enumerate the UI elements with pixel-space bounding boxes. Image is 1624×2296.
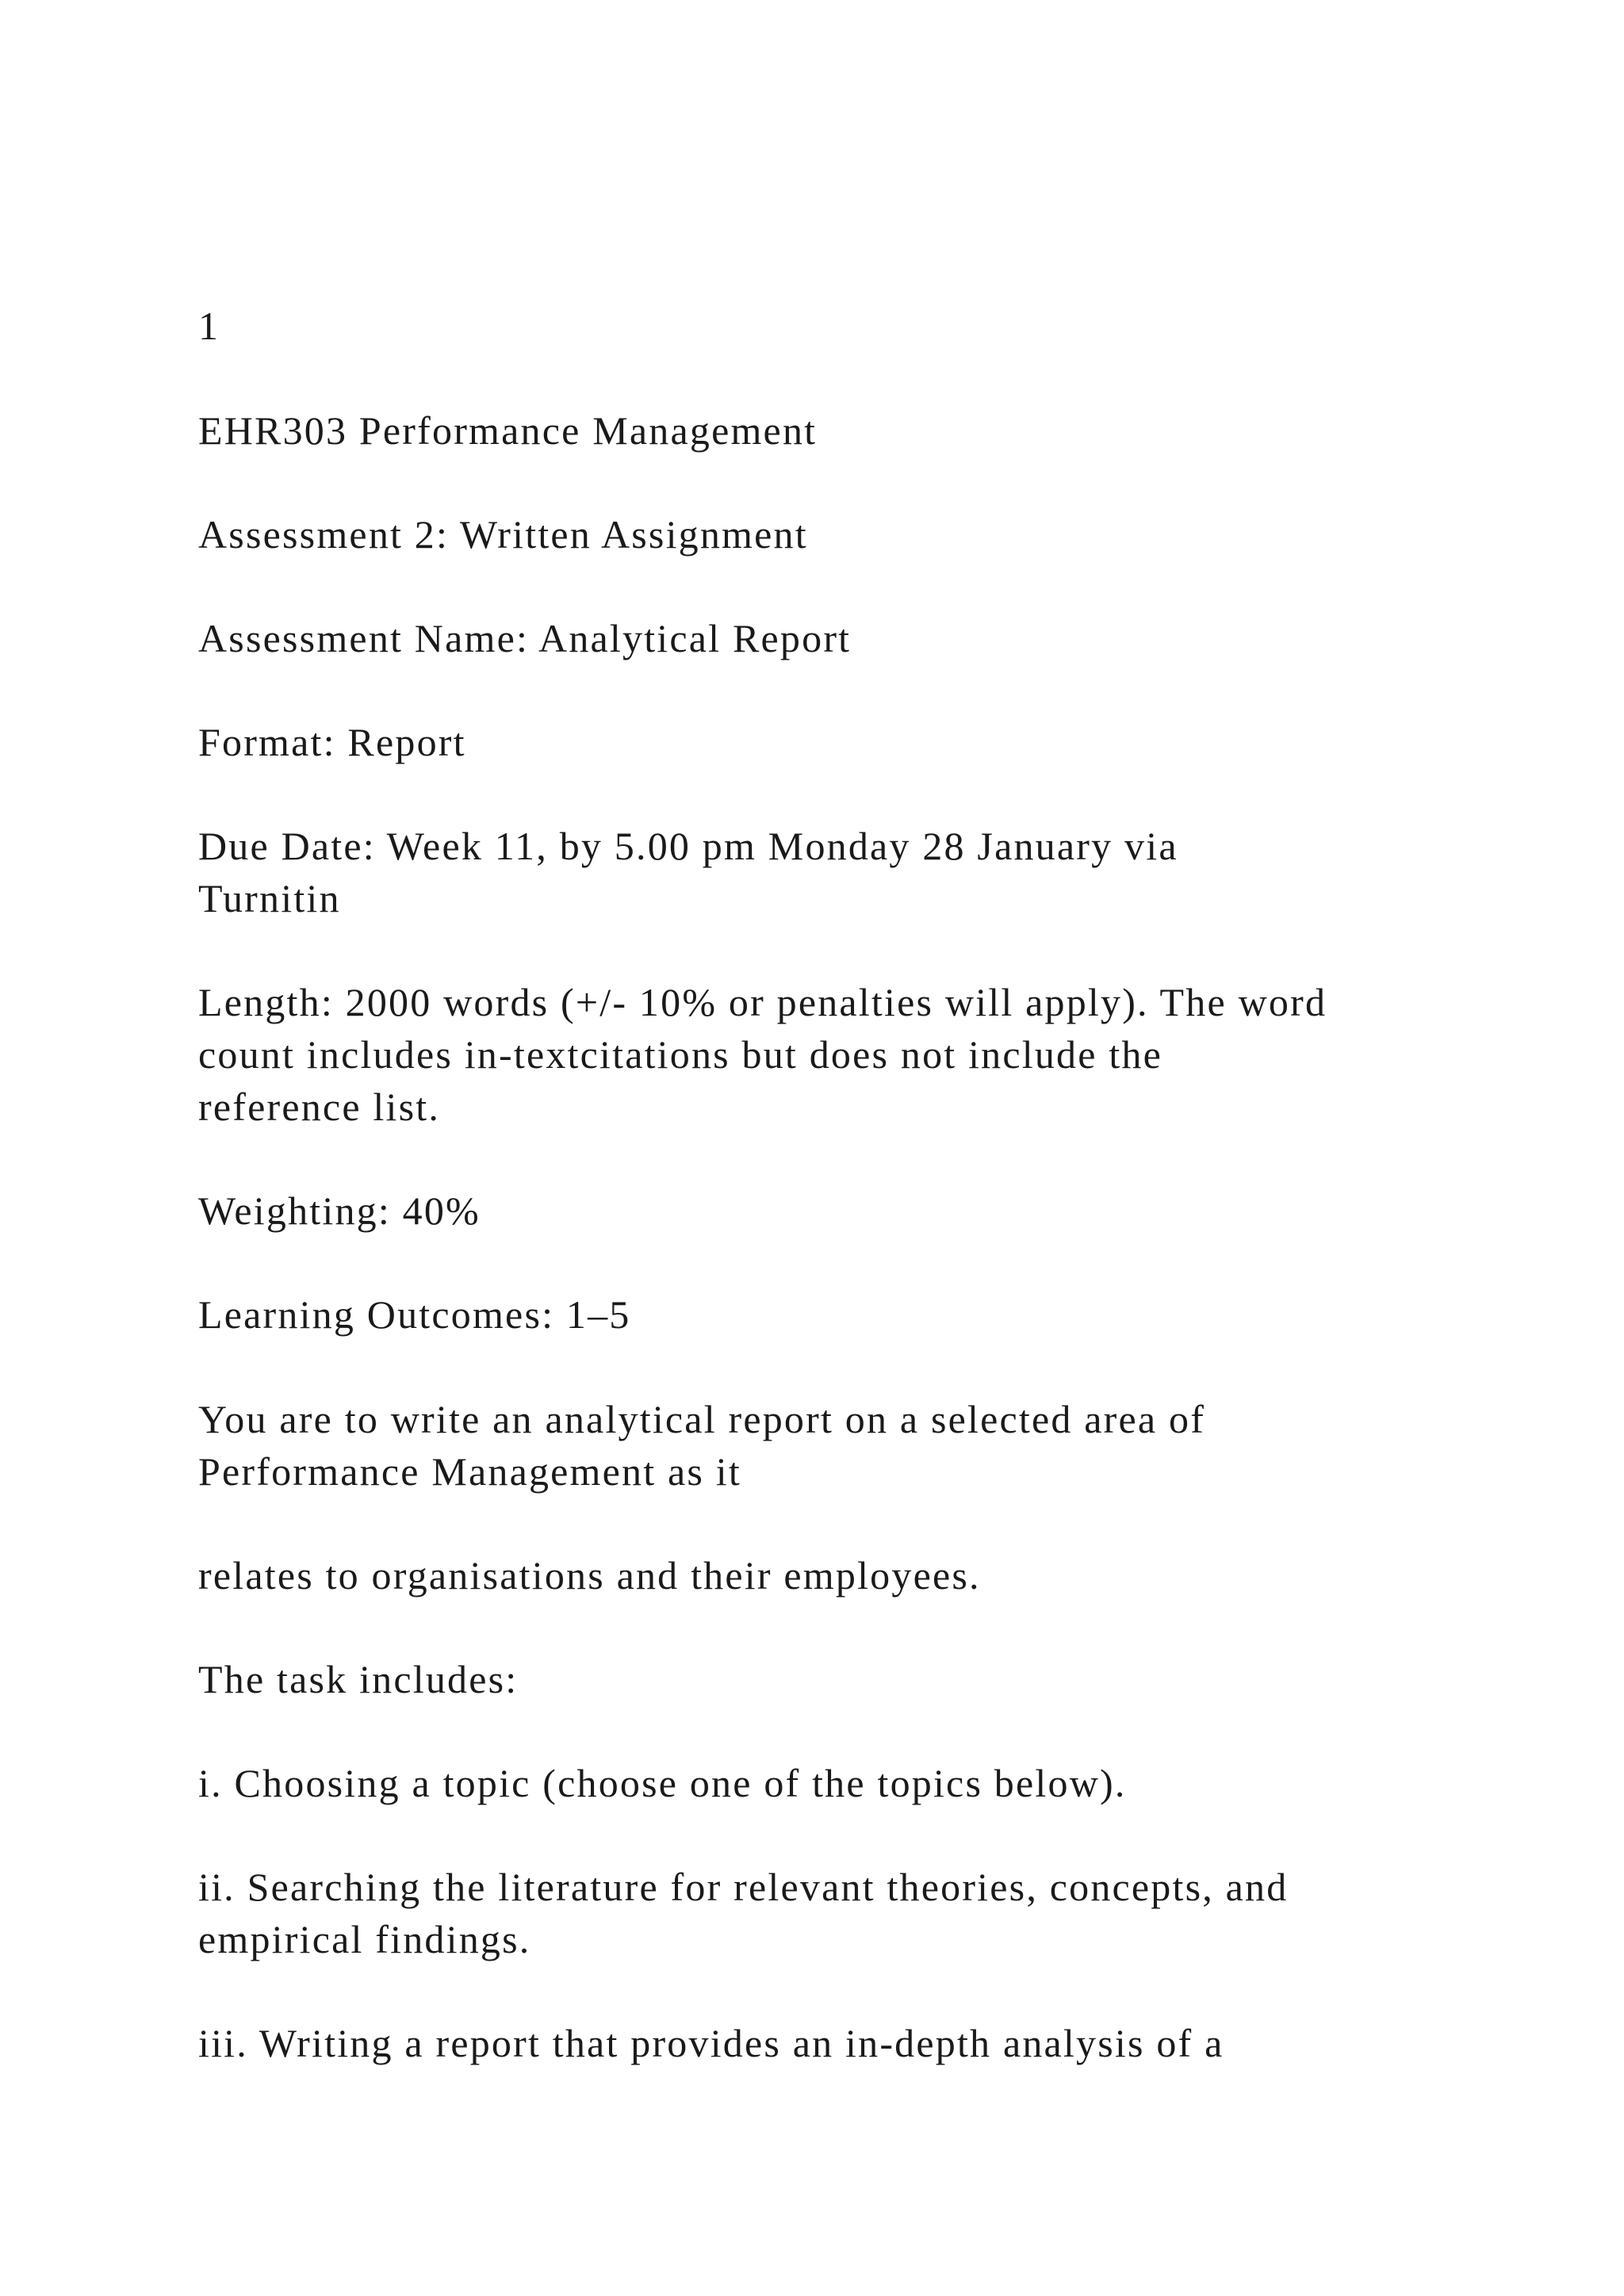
intro-line-1: You are to write an analytical report on a selected area of [198, 1397, 1206, 1441]
weighting-line: Weighting: 40% [198, 1188, 481, 1233]
intro-continued-line: relates to organisations and their employees. [198, 1553, 981, 1598]
task-item-3: iii. Writing a report that provides an in-depth analysis of a [198, 2021, 1224, 2065]
intro-line-2: Performance Management as it [198, 1449, 741, 1494]
assessment-line: Assessment 2: Written Assignment [198, 512, 808, 557]
due-date-line-1: Due Date: Week 11, by 5.00 pm Monday 28 January via [198, 824, 1178, 868]
length-line-1: Length: 2000 words (+/- 10% or penalties will apply). The word [198, 980, 1327, 1024]
assessment-name-line: Assessment Name: Analytical Report [198, 616, 852, 660]
length-line-3: reference list. [198, 1085, 441, 1129]
task-item-2-line-2: empirical findings. [198, 1917, 531, 1961]
learning-outcomes-line: Learning Outcomes: 1–5 [198, 1292, 631, 1337]
format-line: Format: Report [198, 720, 466, 764]
course-title: EHR303 Performance Management [198, 408, 818, 453]
page-number: 1 [198, 304, 220, 348]
due-date-line-2: Turnitin [198, 876, 341, 920]
task-item-1: i. Choosing a topic (choose one of the topics below). [198, 1761, 1127, 1805]
task-heading: The task includes: [198, 1657, 519, 1701]
length-line-2: count includes in-textcitations but does not include the [198, 1032, 1163, 1077]
task-item-2-line-1: ii. Searching the literature for relevant theories, concepts, and [198, 1865, 1289, 1909]
